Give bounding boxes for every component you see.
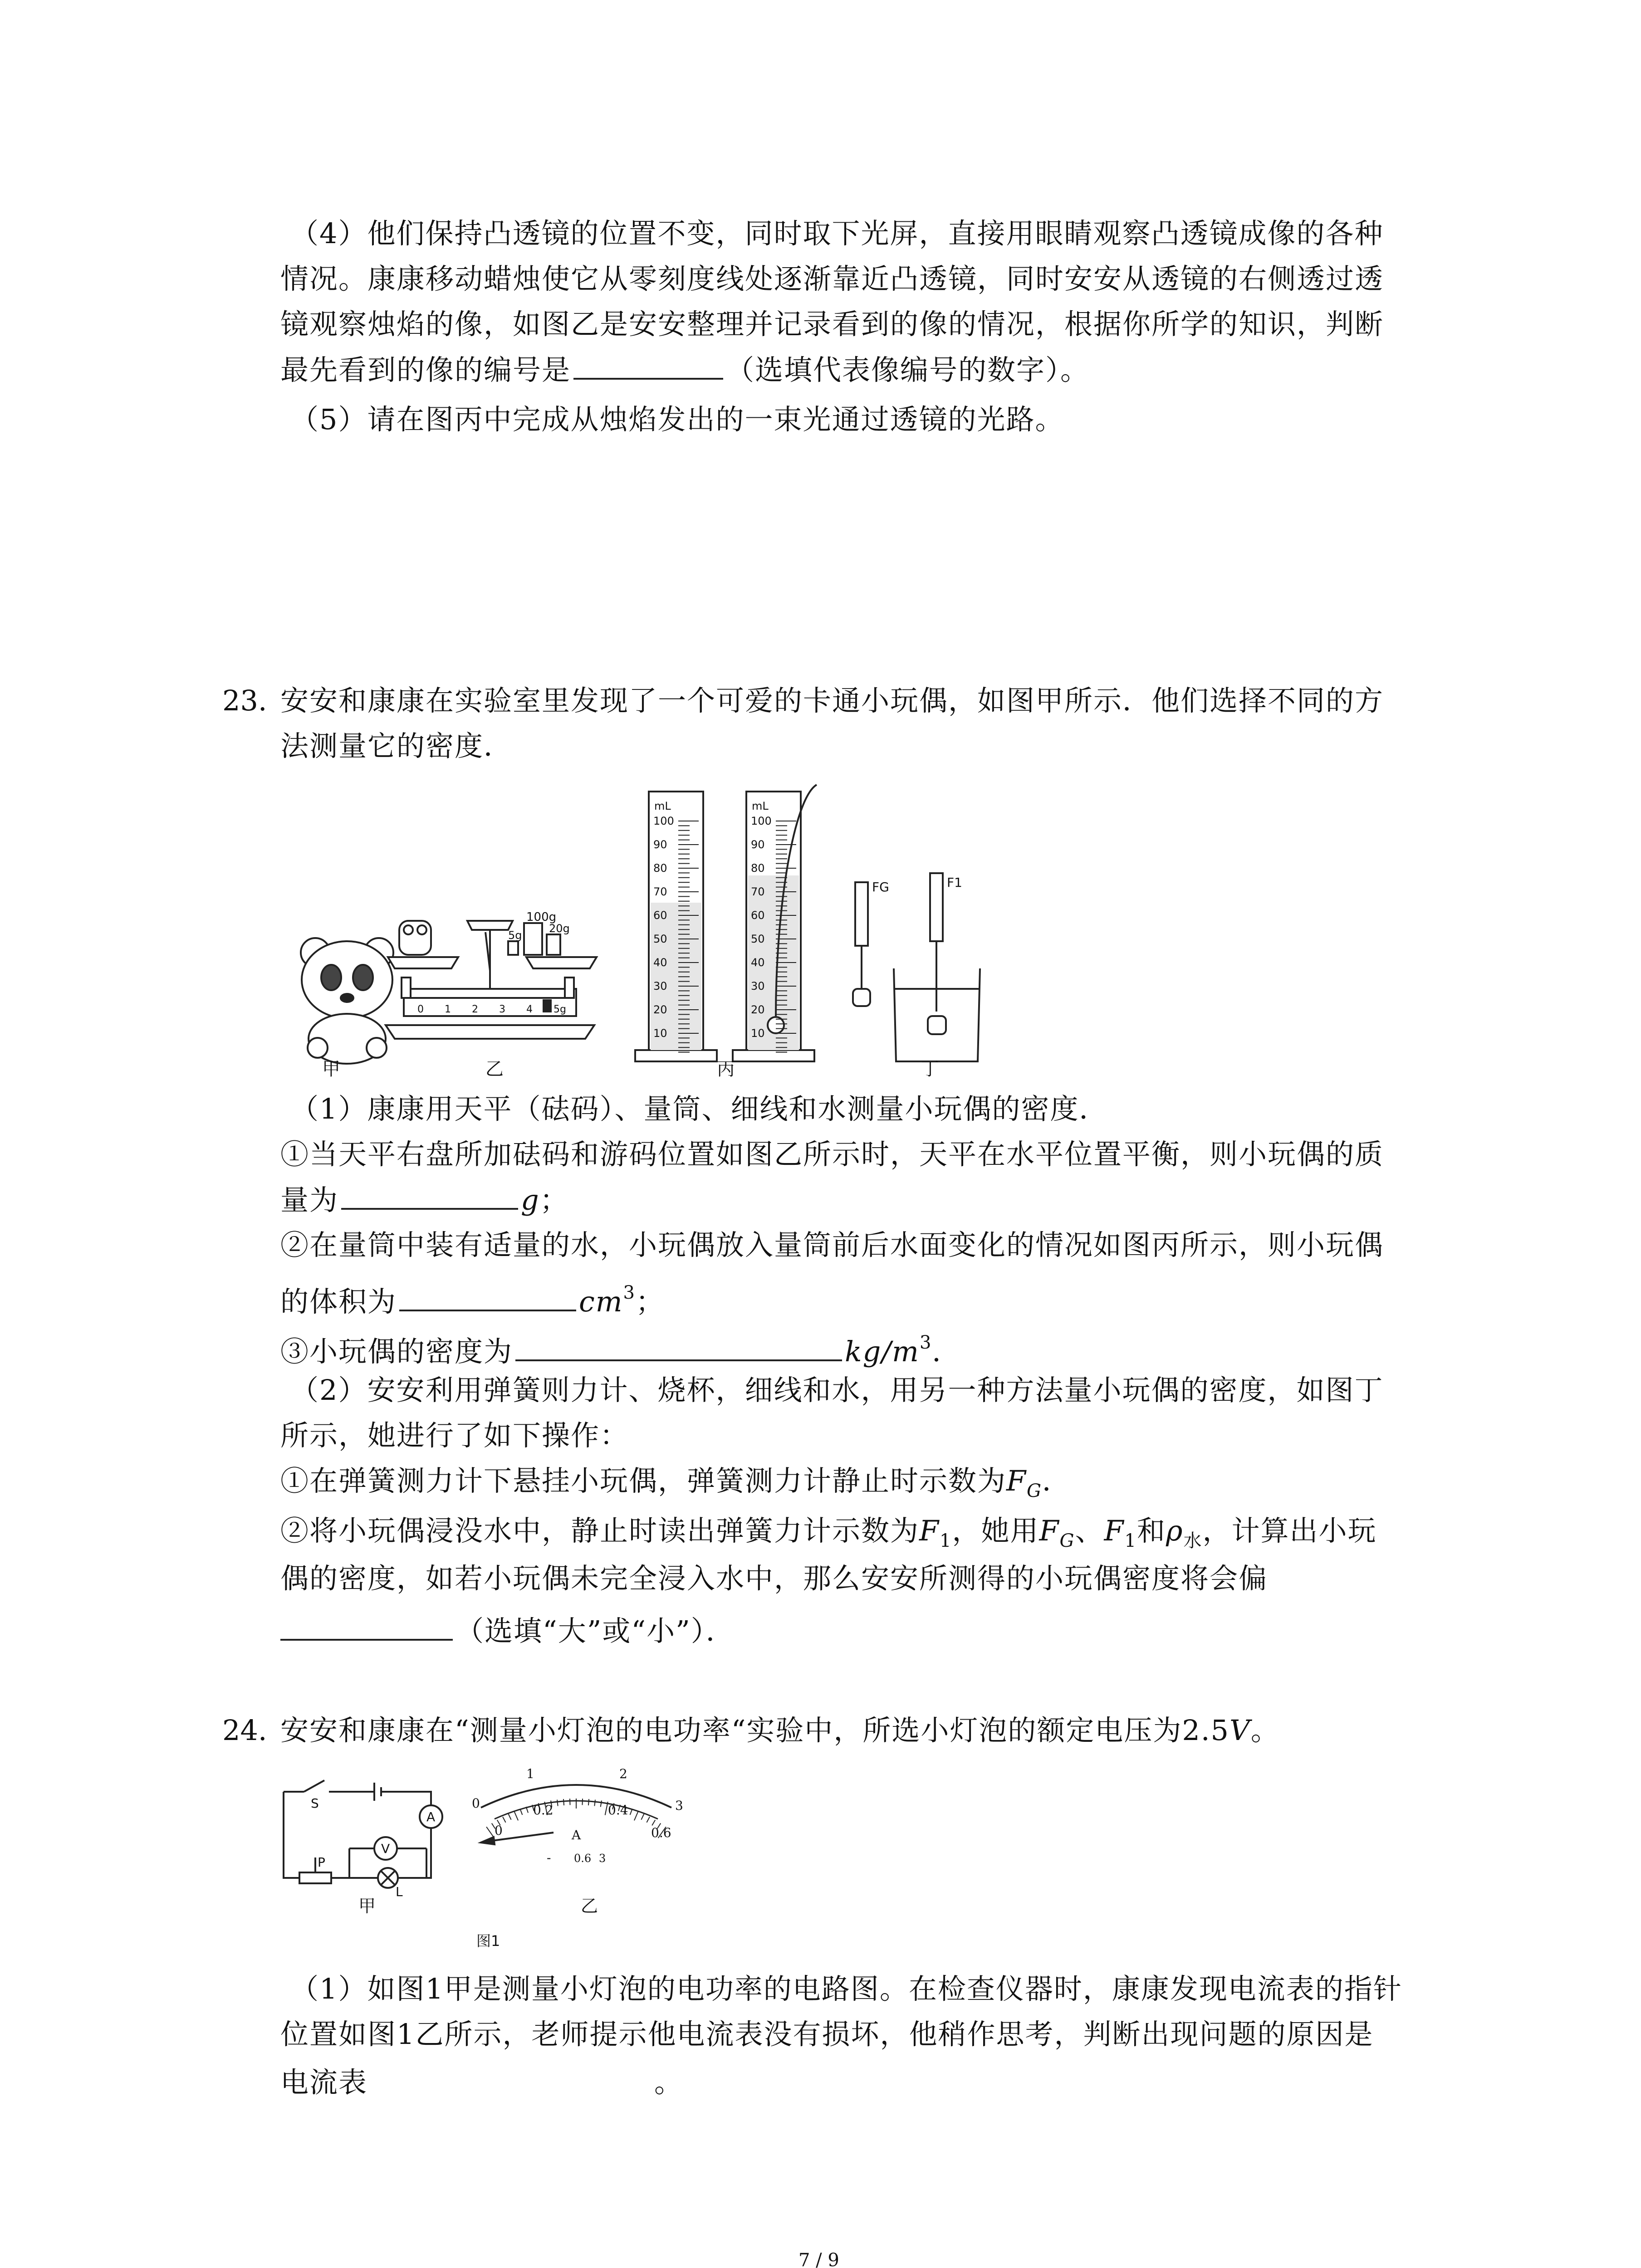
spring-balance-icon: [853, 873, 980, 1061]
q23-part2-2-line3: [280, 1613, 735, 1649]
weight-20g-label: 20g: [549, 922, 570, 935]
q23-part2-2-line2: 偶的密度，如若小玩偶未完全浸入水中，那么安安所测得的小玩偶密度将会偏: [280, 1562, 1268, 1595]
dial-tick: [594, 1800, 595, 1806]
q23-part2-2-text-d: 和: [1137, 1514, 1166, 1547]
panda-toy-icon: [301, 938, 393, 1064]
unit-cm-sup: 3: [623, 1282, 636, 1303]
q22-part4-line3: 镜观察烛焰的像，如图乙是安安整理并记录看到的像的情况，根据你所学的知识，判断: [280, 308, 1384, 341]
cyl2-tick-label: 60: [751, 909, 765, 922]
cyl1-tick-label: 80: [653, 862, 667, 875]
measuring-cylinder-1-icon: [635, 792, 717, 1061]
unit-V: V: [1230, 1714, 1251, 1747]
dial-tick: [503, 1817, 506, 1822]
punct: ；: [635, 1285, 665, 1318]
cyl1-tick-label: 60: [653, 909, 667, 922]
fg-label: FG: [872, 880, 889, 894]
q23-part2-line1: （2）安安利用弹簧则力计、烧杯，细线和水，用另一种方法量小玩偶的密度，如图丁: [290, 1374, 1384, 1407]
q22-part4-line1: （4）他们保持凸透镜的位置不变，同时取下光屏，直接用眼睛观察凸透镜成像的各种: [290, 217, 1384, 250]
punct: 。: [1250, 1714, 1280, 1747]
answer-blank-bias[interactable]: [280, 1613, 453, 1641]
weight-100g-label: 100g: [526, 910, 557, 924]
cyl1-tick-label: 70: [653, 885, 667, 898]
punct: ．: [932, 1335, 961, 1368]
dial-tick: [582, 1799, 583, 1805]
q22-part5: （5）请在图丙中完成从烛焰发出的一束光通过透镜的光路。: [290, 403, 1064, 436]
dial-tick: [563, 1799, 564, 1805]
dial-unit-A: A: [572, 1828, 581, 1843]
cyl1-tick-label: 40: [653, 956, 667, 969]
label-A: A: [426, 1809, 436, 1824]
q22-part4-line4: [280, 352, 1089, 388]
q24-part1-line3: [280, 2064, 683, 2101]
q23-part1: （1）康康用天平（砝码）、量筒、细线和水测量小玩偶的密度．: [290, 1092, 1108, 1125]
answer-blank-ammeter-cause[interactable]: [370, 2064, 652, 2092]
dial-tick: [514, 1811, 518, 1820]
scale-tick-5: 5g: [554, 1004, 566, 1015]
answer-blank-image-number[interactable]: [573, 352, 723, 380]
dial-bottom-0: 0: [495, 1823, 503, 1838]
q23-part1-1-line2: [280, 1182, 569, 1218]
var-F1b: F: [1104, 1514, 1125, 1547]
q23-part1-2-line2: [280, 1275, 665, 1320]
circuit-diagram: [284, 1780, 442, 1888]
q23-stem-line1: 安安和康康在实验室里发现了一个可爱的卡通小玩偶，如图甲所示．他们选择不同的方: [280, 684, 1384, 717]
balance-scale-icon: [386, 921, 597, 1039]
q22-part4-line4-text: 最先看到的像的编号是: [280, 353, 571, 386]
q24-stem: [280, 1712, 1280, 1749]
cyl2-tick-label: 70: [751, 885, 765, 898]
dial-tick: [601, 1801, 602, 1807]
dial-tick: [652, 1820, 655, 1825]
cyl2-tick-label: 30: [751, 980, 765, 992]
answer-blank-mass[interactable]: [341, 1182, 518, 1210]
fig-label-bing: 丙: [717, 1059, 735, 1080]
q23-part1-2-line1: ②在量筒中装有适量的水，小玩偶放入量筒前后水面变化的情况如图丙所示，则小玩偶: [280, 1228, 1384, 1261]
label-L: L: [396, 1884, 403, 1899]
cyl2-unit: mL: [752, 800, 769, 812]
fig-label-jia: 甲: [322, 1059, 340, 1080]
q24-figure: [272, 1765, 708, 1955]
label-P: P: [318, 1855, 325, 1870]
cyl1-unit: mL: [654, 800, 671, 812]
q23-part2-2-text-b: ，她用: [952, 1514, 1039, 1547]
q23-number: 23.: [222, 684, 267, 717]
cyl2-tick-label: 80: [751, 862, 765, 875]
cyl2-tick-label: 40: [751, 956, 765, 969]
var-F1-sub: 1: [940, 1530, 952, 1551]
var-FG-sub: G: [1059, 1530, 1075, 1551]
unit-kgm: kg/m: [845, 1335, 920, 1368]
cyl1-tick-label: 20: [653, 1003, 667, 1016]
cyl2-tick-label: 20: [751, 1003, 765, 1016]
fig-label-ding: 丁: [921, 1059, 939, 1080]
q24-stem-text: 安安和康康在“测量小灯泡的电功率“实验中，所选小灯泡的额定电压为: [280, 1714, 1182, 1747]
q24-part1-line3-text: 电流表: [280, 2066, 368, 2099]
dial-tick: [641, 1814, 644, 1820]
dial-tick: [630, 1809, 632, 1815]
var-rho: ρ: [1166, 1514, 1184, 1547]
q24-rated-voltage: 2.5: [1182, 1714, 1230, 1747]
cyl1-tick-label: 90: [653, 838, 667, 851]
q23-part1-2-text: 的体积为: [280, 1285, 397, 1318]
cyl2-tick-label: 10: [751, 1027, 765, 1040]
answer-blank-density[interactable]: [515, 1333, 842, 1361]
q23-part2-2-text-e: ，计算出小玩: [1202, 1514, 1377, 1547]
fig1-label-jia: 甲: [358, 1896, 376, 1916]
dial-top-0: 0: [472, 1796, 480, 1811]
f1-label: F1: [947, 875, 962, 890]
dial-bottom-3: 0.6: [651, 1825, 671, 1840]
scale-tick-0: 0: [417, 1004, 424, 1015]
weight-5g-label: 5g: [508, 929, 522, 942]
cyl1-tick-label: 50: [653, 933, 667, 945]
scale-tick-1: 1: [445, 1004, 451, 1015]
var-F: F: [1006, 1464, 1027, 1497]
var-F1: F: [919, 1514, 940, 1547]
answer-blank-volume[interactable]: [399, 1283, 576, 1311]
label-S: S: [311, 1796, 319, 1811]
dial-top-3: 3: [675, 1798, 683, 1813]
page-number: 7 / 9: [798, 2250, 839, 2268]
q23-part2-2-text-a: ②将小玩偶浸没水中，静止时读出弹簧力计示数为: [280, 1514, 920, 1547]
q23-part1-3: [280, 1325, 961, 1370]
var-F1b-sub: 1: [1124, 1530, 1137, 1551]
cyl1-tick-label: 10: [653, 1027, 667, 1040]
var-rho-sub: 水: [1183, 1530, 1203, 1551]
q24-number: 24.: [222, 1714, 267, 1747]
punct: ；: [539, 1183, 569, 1217]
dial-bottom-2: 0.4: [608, 1803, 628, 1818]
dial-tick: [520, 1809, 522, 1815]
cyl1-tick-label: 100: [653, 815, 674, 827]
terminal-06: 0.6: [574, 1852, 592, 1865]
cyl1-tick-label: 30: [653, 980, 667, 992]
q22-part4-line2: 情况。康康移动蜡烛使它从零刻度线处逐渐靠近凸透镜，同时安安从透镜的右侧透过透: [280, 262, 1384, 295]
q23-part2-2-line1: [280, 1513, 1376, 1559]
q23-part2-2-line3-text: （选填“大”或“小”）．: [456, 1614, 735, 1647]
scale-tick-4: 4: [526, 1004, 533, 1015]
q23-figure: [272, 771, 1007, 1080]
dial-tick: [634, 1811, 638, 1820]
q24-part1-line1: （1）如图1甲是测量小灯泡的电功率的电路图。在检查仪器时，康康发现电流表的指针: [290, 1972, 1402, 2005]
terminal-3: 3: [599, 1852, 606, 1865]
dial-tick: [557, 1800, 558, 1806]
q23-part2-1-text: ①在弹簧测力计下悬挂小玩偶，弹簧测力计静止时示数为: [280, 1464, 1007, 1497]
scale-tick-2: 2: [472, 1004, 478, 1015]
cyl2-tick-label: 50: [751, 933, 765, 945]
q23-part1-3-text: ③小玩偶的密度为: [280, 1335, 513, 1368]
q23-part2-1: [280, 1463, 1071, 1509]
q23-part1-1-line1: ①当天平右盘所加砝码和游码位置如图乙所示时，天平在水平位置平衡，则小玩偶的质: [280, 1138, 1384, 1171]
dial-top-2: 2: [619, 1766, 627, 1781]
terminal-neg: -: [547, 1850, 551, 1865]
cyl2-tick-label: 100: [751, 815, 772, 827]
switch-icon: [304, 1780, 324, 1792]
var-F-sub: G: [1027, 1481, 1042, 1501]
dial-tick: [486, 1827, 494, 1838]
fig1-label-yi: 乙: [581, 1896, 598, 1916]
fig-label-yi: 乙: [485, 1059, 504, 1080]
scale-tick-3: 3: [499, 1004, 505, 1015]
dial-tick: [509, 1814, 511, 1820]
dial-tick: [588, 1799, 589, 1805]
q23-stem-line2: 法测量它的密度．: [280, 729, 513, 763]
q23-part1-1-text: 量为: [280, 1183, 339, 1217]
unit-kgm-sup: 3: [919, 1332, 932, 1353]
punct: ．: [1042, 1464, 1072, 1497]
q24-part1-line2: 位置如图1乙所示，老师提示他电流表没有损坏，他稍作思考，判断出现问题的原因是: [280, 2018, 1374, 2051]
fig1-caption: 图1: [476, 1932, 500, 1950]
cyl2-tick-label: 90: [751, 838, 765, 851]
label-V: V: [381, 1841, 390, 1856]
rheostat-icon: [299, 1872, 331, 1883]
punct: 。: [654, 2066, 684, 2099]
var-FG: F: [1039, 1514, 1060, 1547]
q23-part2-line2: 所示，她进行了如下操作：: [280, 1419, 629, 1452]
dial-tick: [647, 1817, 650, 1822]
q22-part4-line4-hint: （选填代表像编号的数字）。: [726, 353, 1090, 386]
q23-part2-2-text-c: 、: [1075, 1514, 1104, 1547]
dial-top-1: 1: [526, 1766, 534, 1781]
unit-g: g: [521, 1183, 540, 1217]
unit-cm: cm: [579, 1285, 623, 1318]
dial-bottom-1: 0.2: [533, 1803, 554, 1818]
measuring-cylinder-2-icon: [733, 785, 817, 1061]
